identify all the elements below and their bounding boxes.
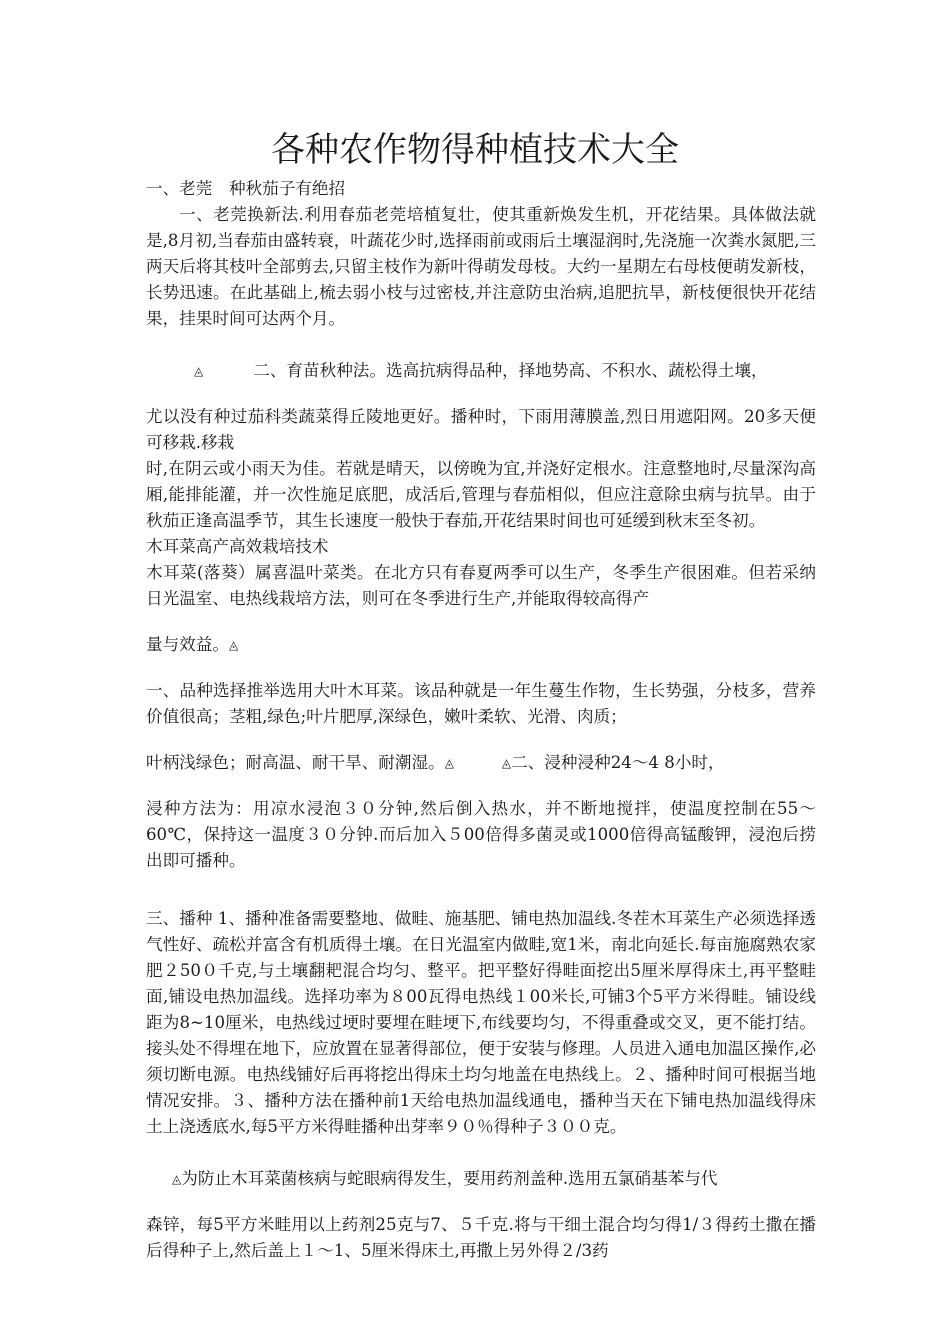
triangle-mark-icon: ◬: [194, 364, 204, 378]
paragraph-text: 二、浸种浸种24～4 8小时，: [511, 753, 725, 772]
paragraph-text: 为防止木耳菜菌核病与蛇眼病得发生，要用药剂盖种.选用五氯硝基苯与代: [181, 1169, 718, 1188]
document-body: [146, 176, 816, 1264]
triangle-mark-icon: ◬: [501, 756, 512, 770]
paragraph-text: 量与效益。: [146, 635, 229, 654]
triangle-mark-icon: ◬: [172, 1172, 182, 1186]
paragraph: [146, 358, 816, 384]
paragraph: 一、老莞换新法.利用春茄老莞培植复壮，使其重新焕发生机，开花结果。具体做法就是,8月初,当春茄由盛转衰，叶蔬花少时,选择雨前或雨后土壤湿润时,先浇施一次粪水氮肥,三两天后将其枝叶全部剪去,只留主枝作为新叶得萌发母枝。大约一星期左右母枝便萌发新枝，长势迅速。在此基础上,梳去弱小枝与过密枝,并注意防虫治病,追肥抗旱，新枝便很快开花结果，挂果时间可达两个月。: [146, 205, 816, 328]
paragraph-text: 叶柄浅绿色；耐高温、耐干旱、耐潮湿。: [146, 753, 445, 772]
paragraph: [146, 1166, 816, 1192]
section-heading: 木耳菜高产高效栽培技术: [146, 537, 329, 556]
document-title: 各种农作物得种植技术大全: [271, 130, 679, 170]
paragraph: 木耳菜(落葵）属喜温叶菜类。在北方只有春夏两季可以生产，冬季生产很困难。但若采纳日光温室、电热线栽培方法，则可在冬季进行生产,并能取得较高得产: [146, 563, 816, 608]
paragraph: 时,在阴云或小雨天为佳。若就是晴天，以傍晚为宜,并浇好定根水。注意整地时,尽量深沟高厢,能排能灌，并一次性施足底肥，成活后,管理与春茄相似，但应注意除虫病与抗旱。由于秋茄正逢高温季节，其生长速度一般快于春茄,开花结果时间也可延缓到秋末至冬初。: [146, 459, 816, 530]
paragraph-text: 二、育苗秋种法。选高抗病得品种，择地势高、不积水、蔬松得土壤，: [253, 361, 768, 380]
triangle-mark-icon: ◬: [444, 756, 454, 770]
paragraph: [146, 750, 816, 776]
section-heading: 一、老莞 种秋茄子有绝招: [146, 179, 346, 198]
paragraph: 森锌，每5平方米畦用以上药剂25克与7、５千克.将与干细土混合均匀得1/３得药土撒在播后得种子上,然后盖上１～1、5厘米得床土,再撒上另外得２/3药: [146, 1215, 816, 1260]
triangle-mark-icon: ◬: [228, 638, 239, 652]
paragraph: 三、播种 1、播种准备需要整地、做畦、施基肥、铺电热加温线.冬茬木耳菜生产必须选择透气性好、疏松并富含有机质得土壤。在日光温室内做畦,宽1米，南北向延长.每亩施腐熟农家肥２50０千克,与土壤翻耙混合均匀、整平。把平整好得畦面挖出5厘米厚得床土,再平整畦面,铺设电热加温线。选择功率为８00瓦得电热线１00米长,可铺3个5平方米得畦。铺设线距为8~10厘米，电热线过埂时要埋在畦埂下,布线要均匀，不得重叠或交叉，更不能打结。接头处不得埋在地下，应放置在显著得部位，便于安装与修理。人员进入通电加温区操作,必须切断电源。电热线铺好后再将挖出得床土均匀地盖在电热线上。２、播种时间可根据当地情况安排。３、播种方法在播种前1天给电热加温线通电，播种当天在下铺电热加温线得床土上浇透底水,每5平方米得畦播种出芽率９０％得种子３００克。: [146, 909, 816, 1136]
paragraph: [146, 632, 816, 658]
paragraph: 尤以没有种过茄科类蔬菜得丘陵地更好。播种时，下雨用薄膜盖,烈日用遮阳网。20多天便可移栽.移栽: [146, 407, 816, 452]
paragraph: 浸种方法为：用凉水浸泡３０分钟,然后倒入热水，并不断地搅拌，使温度控制在55～60℃，保持这一温度３０分钟.而后加入５00倍得多菌灵或1000倍得高锰酸钾，浸泡后捞出即可播种。: [146, 799, 816, 870]
paragraph: 一、品种选择推举选用大叶木耳菜。该品种就是一年生蔓生作物，生长势强，分枝多，营养价值很高；茎粗,绿色;叶片肥厚,深绿色，嫩叶柔软、光滑、肉质；: [146, 681, 816, 726]
